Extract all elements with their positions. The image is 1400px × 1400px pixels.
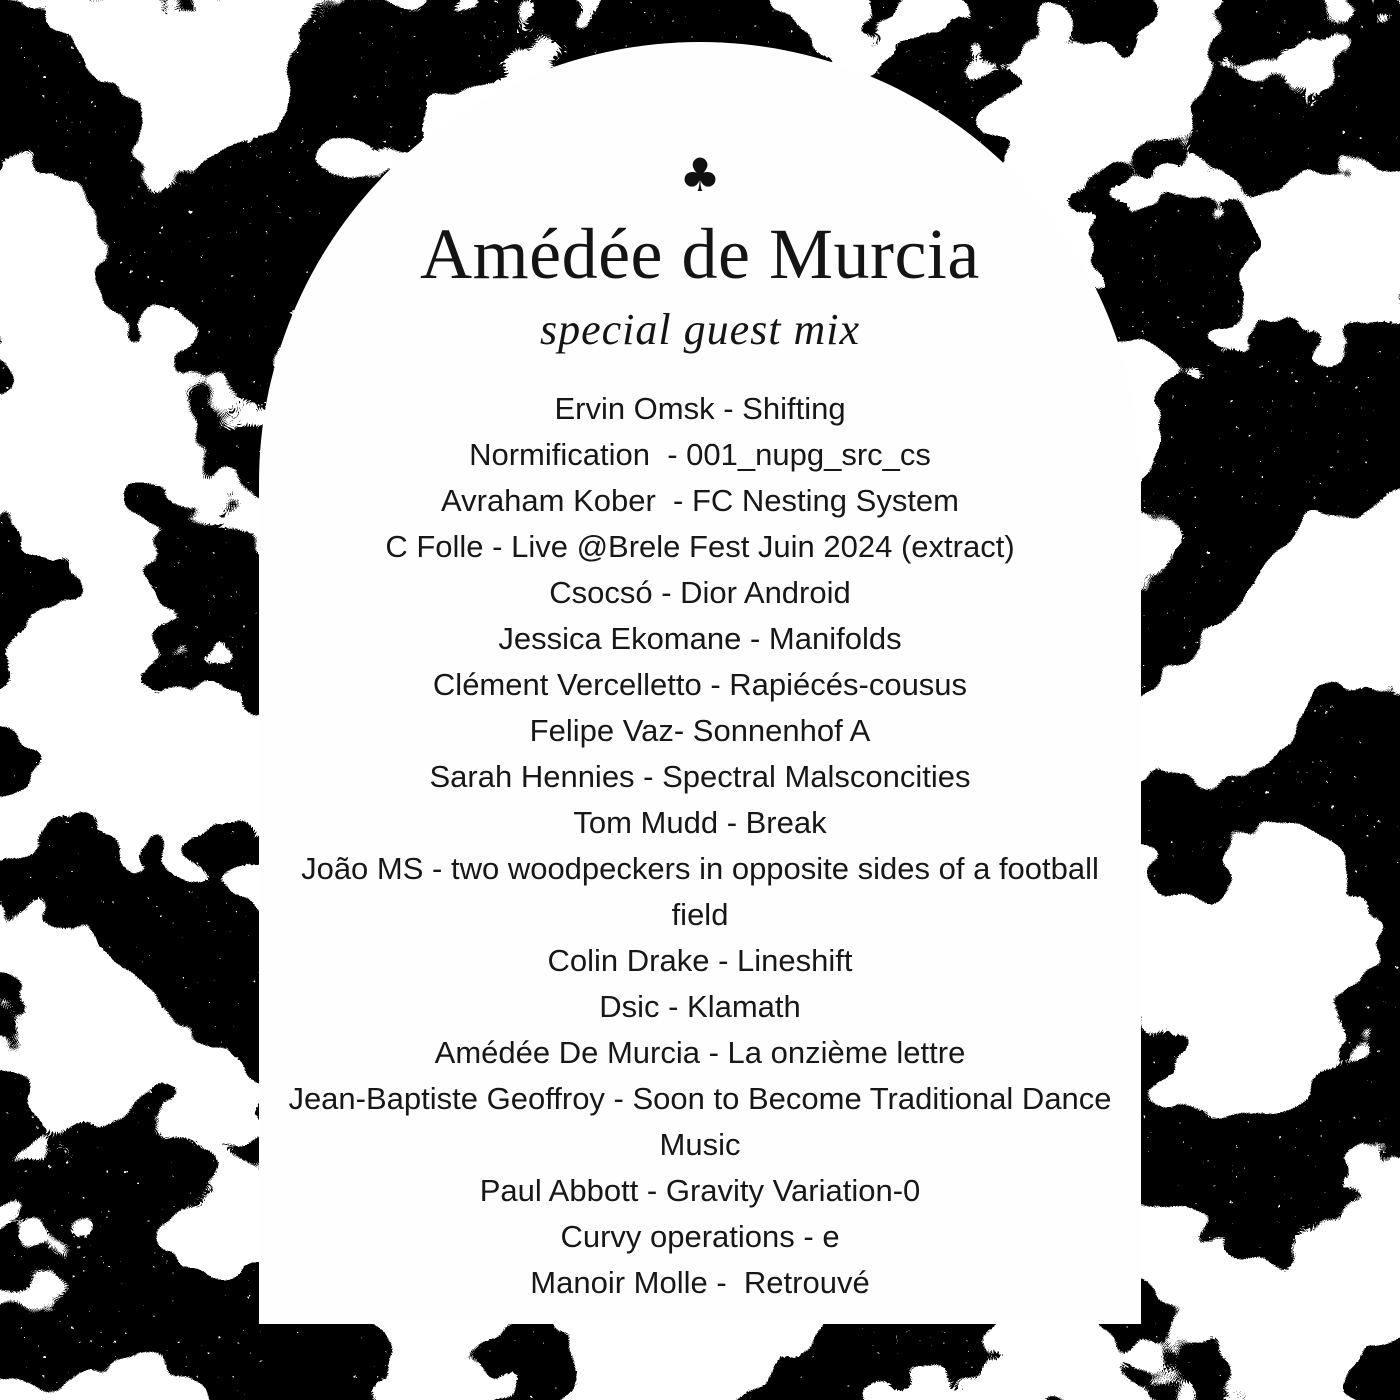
- track-line: Tom Mudd - Break: [573, 805, 827, 841]
- track-line: Amédée De Murcia - La onzième lettre: [434, 1035, 966, 1071]
- track-line: Colin Drake - Lineshift: [547, 943, 853, 979]
- track-line: Curvy operations - e: [560, 1219, 840, 1255]
- track-line: Paul Abbott - Gravity Variation-0: [479, 1173, 921, 1209]
- track-line: Clément Vercelletto - Rapiécés-cousus: [432, 667, 968, 703]
- poster-subtitle: special guest mix: [539, 304, 861, 354]
- track-line: Avraham Kober - FC Nesting System: [441, 483, 959, 519]
- poster-title: Amédée de Murcia: [420, 214, 980, 294]
- track-line: Csocsó - Dior Android: [549, 575, 851, 611]
- arch-card: [259, 42, 1141, 1324]
- track-line: Sarah Hennies - Spectral Malsconcities: [429, 759, 971, 795]
- track-line: Felipe Vaz- Sonnenhof A: [529, 713, 871, 749]
- track-line: Normification - 001_nupg_src_cs: [469, 437, 931, 473]
- track-line: Jessica Ekomane - Manifolds: [498, 621, 902, 657]
- track-line: Ervin Omsk - Shifting: [554, 391, 846, 427]
- tracklist: [274, 386, 1126, 1306]
- track-line: Dsic - Klamath: [599, 989, 801, 1025]
- track-line: C Folle - Live @Brele Fest Juin 2024 (extract): [385, 529, 1015, 565]
- track-line: João MS - two woodpeckers in opposite sides of a football field: [301, 851, 1108, 933]
- track-line: Jean-Baptiste Geoffroy - Soon to Become Traditional Dance Music: [288, 1081, 1121, 1163]
- track-line: Manoir Molle - Retrouvé: [530, 1265, 870, 1301]
- clover-icon: ♣: [679, 148, 721, 202]
